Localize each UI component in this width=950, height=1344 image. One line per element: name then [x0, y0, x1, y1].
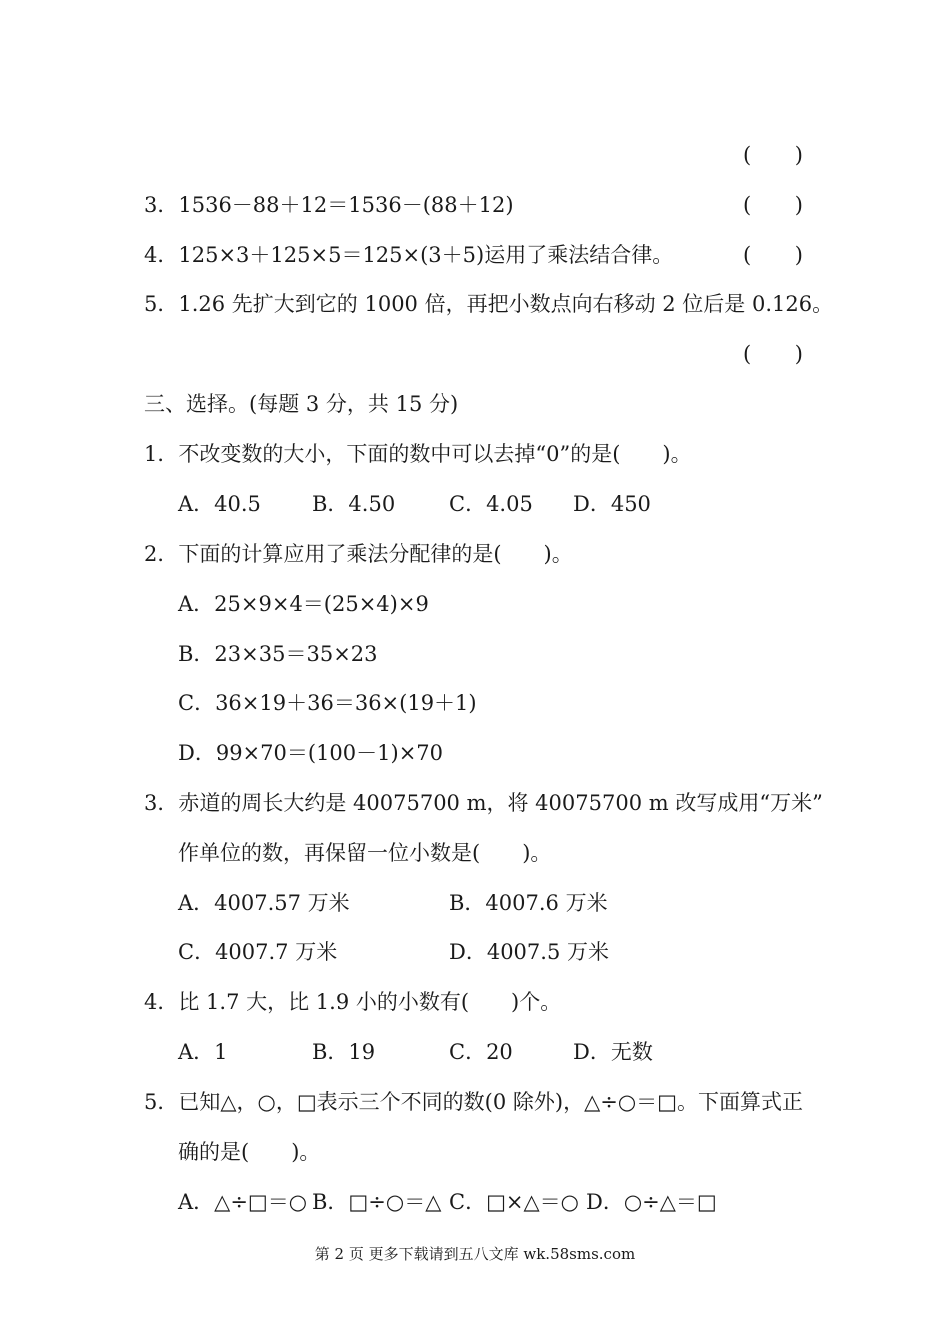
- bracket-close: ): [794, 193, 803, 217]
- option-a: A．40.5: [178, 492, 261, 516]
- choice-q3-stem-line2: 作单位的数，再保留一位小数是( )。: [178, 841, 552, 865]
- bracket-open: (: [743, 342, 752, 366]
- choice-q3-stem-line1: 3．赤道的周长大约是 40075700 m，将 40075700 m 改写成用“万米”: [144, 791, 823, 815]
- section-heading: 三、选择。(每题 3 分，共 15 分): [144, 392, 459, 416]
- option-b: B．□÷○＝△: [312, 1190, 442, 1214]
- option-d: D．4007.5 万米: [449, 940, 609, 964]
- bracket-close: ): [794, 143, 803, 167]
- choice-q2-stem: 2．下面的计算应用了乘法分配律的是( )。: [144, 542, 573, 566]
- choice-q5-stem-line2: 确的是( )。: [178, 1140, 321, 1164]
- judgement-q5: 5．1.26 先扩大到它的 1000 倍，再把小数点向右移动 2 位后是 0.126。: [144, 292, 834, 316]
- bracket-close: ): [794, 243, 803, 267]
- option-b: B．4.50: [312, 492, 396, 516]
- option-a: A．25×9×4＝(25×4)×9: [178, 592, 429, 616]
- bracket-close: ): [794, 342, 803, 366]
- option-a: A．4007.57 万米: [178, 891, 350, 915]
- option-c: C．4.05: [449, 492, 533, 516]
- option-c: C．20: [449, 1040, 513, 1064]
- option-c: C．□×△＝○: [449, 1190, 579, 1214]
- option-d: D．○÷△＝□: [586, 1190, 717, 1214]
- bracket-open: (: [743, 193, 752, 217]
- option-c: C．36×19＋36＝36×(19＋1): [178, 691, 477, 715]
- choice-q4-stem: 4．比 1.7 大，比 1.9 小的小数有( )个。: [144, 990, 562, 1014]
- choice-q1-stem: 1．不改变数的大小，下面的数中可以去掉“0”的是( )。: [144, 442, 692, 466]
- option-a: A．1: [178, 1040, 228, 1064]
- option-c: C．4007.7 万米: [178, 940, 338, 964]
- option-d: D．无数: [573, 1040, 653, 1064]
- option-d: D．450: [573, 492, 651, 516]
- choice-q5-stem-line1: 5．已知△，○，□表示三个不同的数(0 除外)，△÷○＝□。下面算式正: [144, 1090, 804, 1114]
- page-footer: 第 2 页 更多下载请到五八文库 wk.58sms.com: [314, 1245, 636, 1263]
- judgement-q4: 4．125×3＋125×5＝125×(3＋5)运用了乘法结合律。: [144, 243, 674, 267]
- option-b: B．19: [312, 1040, 376, 1064]
- option-b: B．4007.6 万米: [449, 891, 608, 915]
- option-b: B．23×35＝35×23: [178, 642, 378, 666]
- option-d: D．99×70＝(100－1)×70: [178, 741, 444, 765]
- judgement-q3: 3．1536－88＋12＝1536－(88＋12): [144, 193, 514, 217]
- bracket-open: (: [743, 243, 752, 267]
- option-a: A．△÷□＝○: [178, 1190, 308, 1214]
- bracket-open: (: [743, 143, 752, 167]
